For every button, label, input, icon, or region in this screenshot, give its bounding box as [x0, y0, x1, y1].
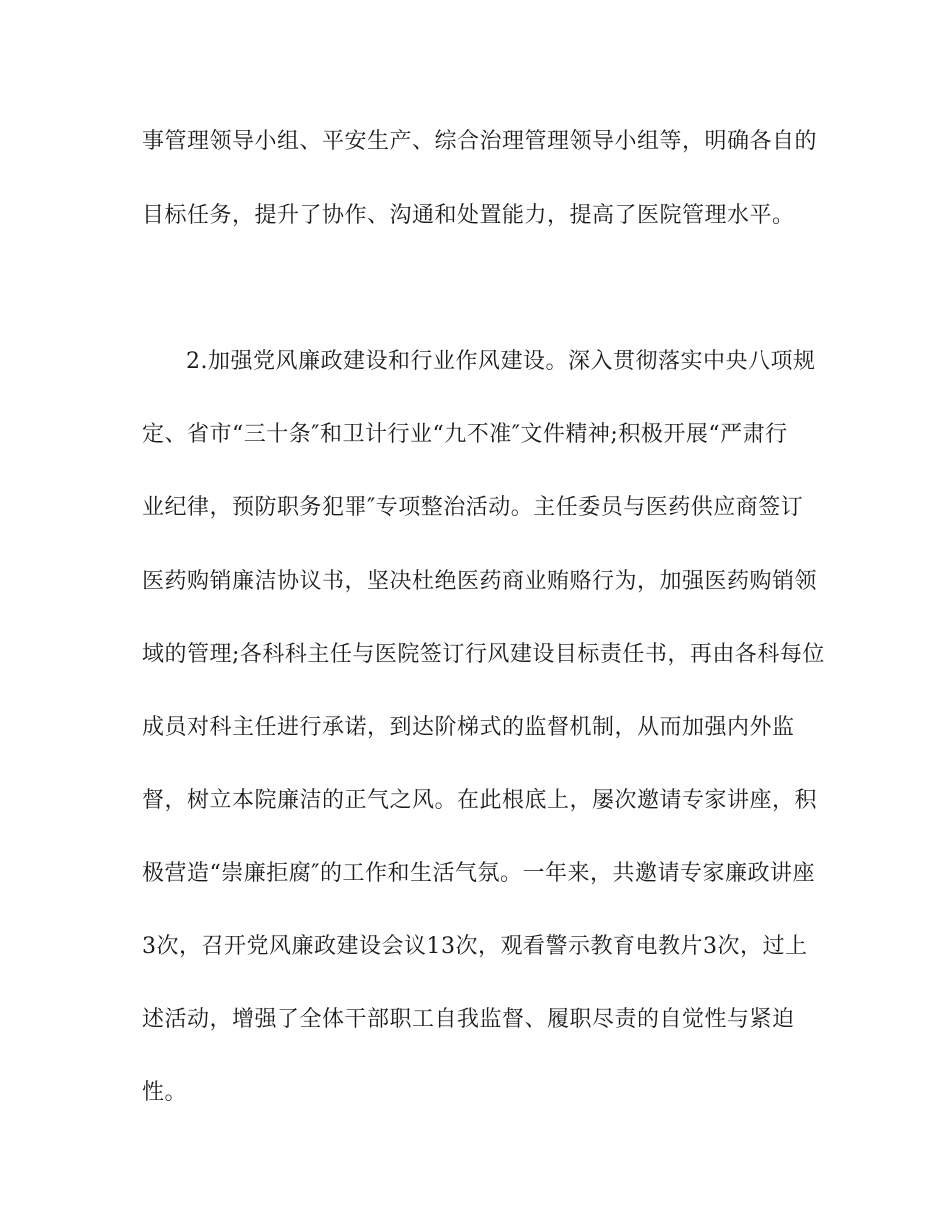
paragraph-2-line-11: 性。	[142, 1080, 188, 1105]
paragraph-1-line-2: 目标任务，提升了协作、沟通和处置能力，提高了医院管理水平。	[142, 203, 795, 228]
paragraph-2-line-10: 述活动，增强了全体干部职工自我监督、履职尽责的自觉性与紧迫	[142, 1007, 795, 1032]
paragraph-2-line-8: 极营造“崇廉拒腐″的工作和生活气氛。一年来，共邀请专家廉政讲座	[142, 861, 815, 886]
paragraph-1-line-1: 事管理领导小组、平安生产、综合治理管理领导小组等，明确各自的	[142, 129, 818, 154]
paragraph-2-line-9: 3次，召开党风廉政建设会议13次，观看警示教育电教片3次，过上	[142, 934, 808, 959]
paragraph-2-line-1: 2.加强党风廉政建设和行业作风建设。深入贯彻落实中央八项规	[186, 349, 816, 374]
paragraph-2-line-6: 成员对科主任进行承诺，到达阶梯式的监督机制，从而加强内外监	[142, 715, 795, 740]
paragraph-2-line-3: 业纪律，预防职务犯罪″专项整治活动。主任委员与医药供应商签订	[142, 495, 804, 520]
paragraph-2-line-7: 督，树立本院廉洁的正气之风。在此根底上，屡次邀请专家讲座，积	[142, 788, 818, 813]
paragraph-2-line-4: 医药购销廉洁协议书，坚决杜绝医药商业贿赂行为，加强医药购销领	[142, 569, 818, 594]
paragraph-2-line-5: 域的管理;各科科主任与医院签订行风建设目标责任书，再由各科每位	[142, 642, 825, 667]
paragraph-2-line-2: 定、省市“三十条″和卫计行业“九不准″文件精神;积极开展“严肃行	[142, 422, 788, 447]
